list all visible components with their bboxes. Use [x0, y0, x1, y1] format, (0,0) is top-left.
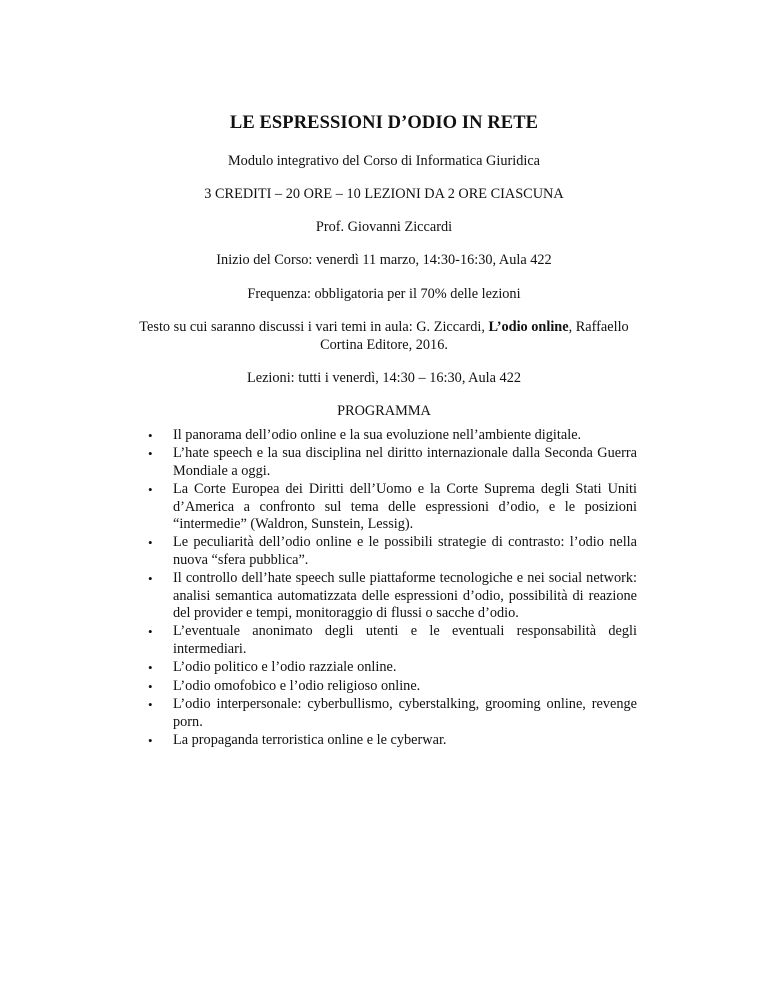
program-item	[150, 623, 637, 658]
module-subtitle: Modulo integrativo del Corso di Informatica Giuridica	[227, 153, 541, 169]
textbook-suffix: , Raffaello Cortina Editore, 2016.	[320, 319, 629, 353]
textbook-title: L’odio online	[488, 319, 569, 335]
program-item	[150, 678, 637, 695]
bullet-icon: •	[148, 624, 153, 640]
bullet-icon: •	[148, 446, 153, 462]
program-item	[150, 445, 637, 480]
textbook-reference	[120, 318, 648, 354]
program-item-text: L’eventuale anonimato degli utenti e le eventuali responsabilità degli intermediari.	[173, 623, 637, 657]
professor-line: Prof. Giovanni Ziccardi	[315, 219, 453, 235]
program-item-text: L’odio omofobico e l’odio religioso online.	[173, 677, 421, 694]
bullet-icon: •	[148, 697, 153, 713]
program-item	[150, 659, 637, 676]
bullet-icon: •	[148, 535, 153, 551]
program-item	[150, 732, 637, 749]
bullet-icon: •	[148, 732, 153, 748]
bullet-icon: •	[148, 428, 153, 443]
program-item-text: L’hate speech e la sua disciplina nel diritto internazionale dalla Seconda Guerra Mondiale a oggi.	[173, 445, 637, 479]
program-item-text: Le peculiarità dell’odio online e le possibili strategie di contrasto: l’odio nella nuova “sfera pubblica”.	[173, 534, 637, 568]
credits-line: 3 CREDITI – 20 ORE – 10 LEZIONI DA 2 ORE CIASCUNA	[204, 186, 564, 202]
program-item-text: L’odio politico e l’odio razziale online.	[173, 659, 397, 676]
program-item	[150, 481, 637, 533]
program-item-text: Il controllo dell’hate speech sulle piattaforme tecnologiche e nei social network: analisi semantica automatizzata delle espressioni d’odio, possibilità di reazione del provider e tempi, monitoraggio di flussi o sacche d’odio.	[173, 570, 637, 622]
program-heading: PROGRAMMA	[337, 403, 431, 419]
textbook-prefix: Testo su cui saranno discussi i vari temi in aula: G. Ziccardi,	[139, 319, 489, 335]
program-list	[150, 427, 637, 750]
lessons-line: Lezioni: tutti i venerdì, 14:30 – 16:30, Aula 422	[247, 370, 521, 386]
attendance-line: Frequenza: obbligatoria per il 70% delle lezioni	[247, 286, 521, 302]
program-item	[150, 570, 637, 622]
document-title: LE ESPRESSIONI D’ODIO IN RETE	[229, 113, 539, 133]
bullet-icon: •	[148, 660, 153, 676]
program-item	[150, 696, 637, 731]
program-item-text: Il panorama dell’odio online e la sua evoluzione nell’ambiente digitale.	[173, 427, 582, 443]
program-item-text: La propaganda terroristica online e le cyberwar.	[173, 731, 447, 748]
bullet-icon: •	[148, 571, 153, 587]
course-start-line: Inizio del Corso: venerdì 11 marzo, 14:30-16:30, Aula 422	[216, 252, 552, 268]
program-item	[150, 534, 637, 569]
bullet-icon: •	[148, 482, 153, 498]
program-item-text: La Corte Europea dei Diritti dell’Uomo e la Corte Suprema degli Stati Uniti d’America a confronto sul tema delle espressioni d’odio, e le posizioni “intermedie” (Waldron, Sunstein, Lessig).	[173, 481, 637, 533]
bullet-icon: •	[148, 678, 153, 694]
program-item-text: L’odio interpersonale: cyberbullismo, cyberstalking, grooming online, revenge porn.	[173, 696, 637, 730]
program-item	[150, 427, 637, 444]
